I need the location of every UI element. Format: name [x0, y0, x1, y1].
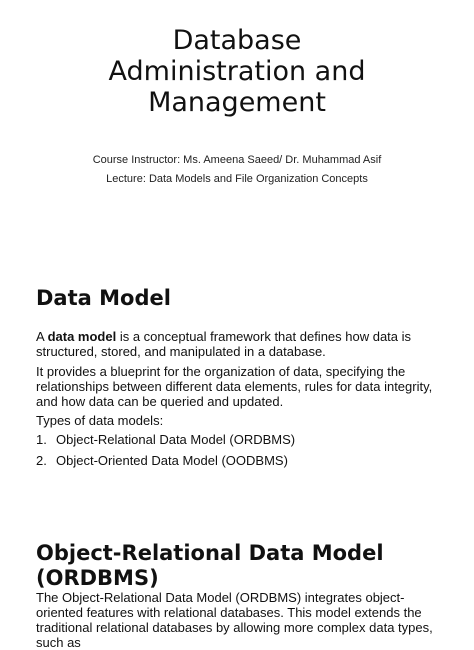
- list-item-number: 2.: [36, 453, 47, 468]
- slide-title: [20, 25, 454, 118]
- ordbms-paragraph: The Object-Relational Data Model (ORDBMS) integrates object-oriented features with relational databases. This model extends the traditional relational databases by allowing more complex data types, such as: [36, 590, 433, 650]
- data-model-types-list: [36, 432, 446, 474]
- types-label: Types of data models:: [36, 413, 164, 428]
- list-item: [36, 453, 446, 468]
- list-item-text: Object-Oriented Data Model (OODBMS): [56, 453, 288, 468]
- lecture-title: Lecture: Data Models and File Organization Concepts: [106, 173, 368, 185]
- definition-prefix: A: [36, 329, 48, 344]
- definition-term: data model: [47, 329, 117, 344]
- ordbms-heading: Object-Relational Data Model (ORDBMS): [36, 541, 384, 590]
- definition-text: is a conceptual framework that defines how data is structured, stored, and manipulated in a database.: [36, 329, 412, 359]
- list-item: [36, 432, 446, 447]
- data-model-heading: Data Model: [36, 286, 171, 310]
- data-model-blueprint-paragraph: It provides a blueprint for the organization of data, specifying the relationships between different data elements, rules for data integrity, and how data can be queried and updated.: [36, 364, 433, 409]
- course-instructor: Course Instructor: Ms. Ameena Saeed/ Dr. Muhammad Asif: [92, 154, 382, 166]
- title-line-2: Administration and: [108, 56, 366, 87]
- title-line-1: Database: [172, 25, 302, 56]
- list-item-text: Object-Relational Data Model (ORDBMS): [56, 432, 296, 447]
- title-line-3: Management: [148, 87, 326, 118]
- list-item-number: 1.: [36, 432, 47, 447]
- data-model-definition: [36, 329, 446, 359]
